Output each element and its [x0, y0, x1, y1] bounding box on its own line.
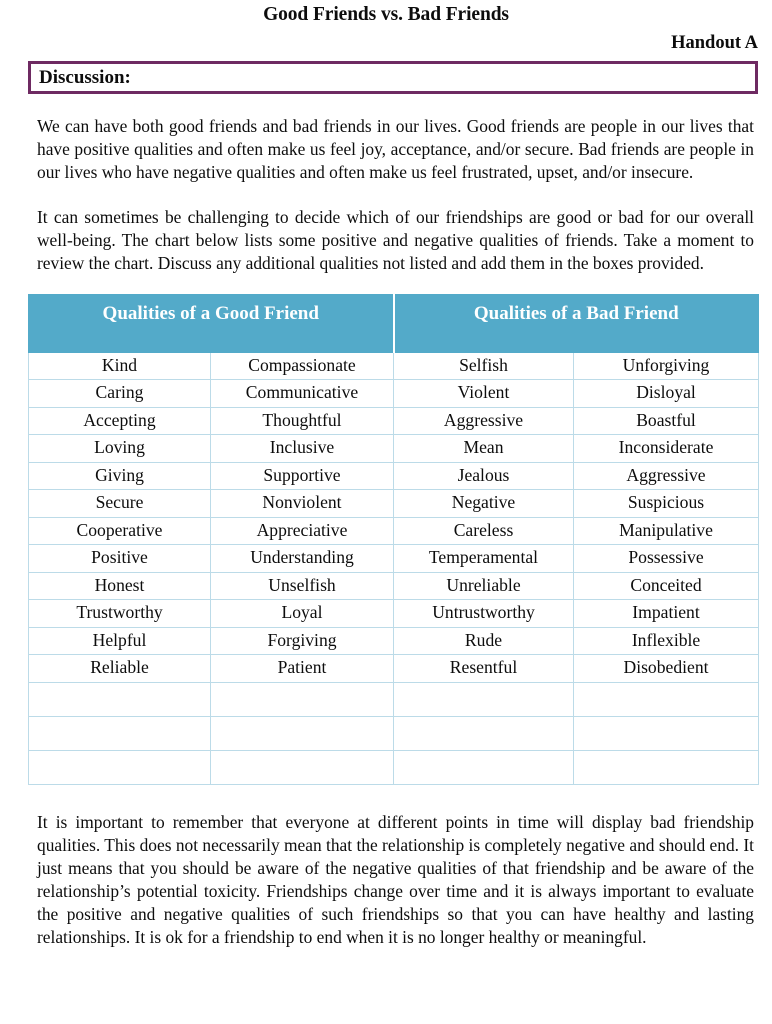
table-header-bad-friend: Qualities of a Bad Friend: [394, 294, 759, 352]
table-cell: Caring: [29, 380, 211, 408]
table-cell: Unselfish: [211, 572, 394, 600]
table-cell: Honest: [29, 572, 211, 600]
table-cell-blank[interactable]: [574, 750, 759, 784]
table-cell: Selfish: [394, 352, 574, 380]
table-cell: Accepting: [29, 407, 211, 435]
table-row: [29, 600, 759, 628]
table-cell: Resentful: [394, 655, 574, 683]
table-cell: Cooperative: [29, 517, 211, 545]
table-cell-blank[interactable]: [394, 750, 574, 784]
table-cell: Trustworthy: [29, 600, 211, 628]
table-cell: Inflexible: [574, 627, 759, 655]
table-cell: Conceited: [574, 572, 759, 600]
table-cell: Possessive: [574, 545, 759, 573]
table-cell: Jealous: [394, 462, 574, 490]
table-cell: Reliable: [29, 655, 211, 683]
table-row: [29, 352, 759, 380]
instructions-paragraph: It can sometimes be challenging to decide which of our friendships are good or bad for our overall well-being. The chart below lists some positive and negative qualities of friends. Take a moment to review the chart. Discuss any additional qualities not listed and add them in the boxes provided.: [37, 207, 754, 274]
table-cell: Helpful: [29, 627, 211, 655]
table-cell: Kind: [29, 352, 211, 380]
table-cell: Forgiving: [211, 627, 394, 655]
table-cell: Violent: [394, 380, 574, 408]
handout-label: Handout A: [671, 33, 758, 54]
table-row: [29, 655, 759, 683]
table-header-good-friend: Qualities of a Good Friend: [29, 294, 394, 352]
table-row: [29, 380, 759, 408]
intro-paragraph: We can have both good friends and bad friends in our lives. Good friends are people in our lives that have positive qualities and often make us feel joy, acceptance, and/or secure. Bad friends are people in our lives who have negative qualities and often make us feel frustrated, upset, and/or insecure.: [37, 115, 754, 182]
table-cell: Manipulative: [574, 517, 759, 545]
closing-paragraph: It is important to remember that everyone at different points in time will display bad friendship qualities. This does not necessarily mean that the relationship is completely negative and should end. It just means that you should be aware of the negative qualities of that friendship and be aware of the relationship’s potential toxicity. Friendships change over time and it is always important to evaluate the positive and negative qualities of such friendships so that you can have healthy and lasting relationships. It is ok for a friendship to end when it is no longer healthy or meaningful.: [37, 811, 754, 948]
table-cell: Mean: [394, 435, 574, 463]
table-cell-blank[interactable]: [574, 716, 759, 750]
table-header-row: [29, 294, 759, 352]
table-cell: Impatient: [574, 600, 759, 628]
table-row: [29, 572, 759, 600]
discussion-label: Discussion:: [39, 66, 131, 88]
table-cell: Suspicious: [574, 490, 759, 518]
table-cell: Aggressive: [394, 407, 574, 435]
table-cell: Unforgiving: [574, 352, 759, 380]
table-cell-blank[interactable]: [29, 716, 211, 750]
table-row-empty[interactable]: [29, 716, 759, 750]
table-row-empty[interactable]: [29, 750, 759, 784]
table-cell: Inconsiderate: [574, 435, 759, 463]
table-cell: Compassionate: [211, 352, 394, 380]
qualities-table: [28, 294, 759, 785]
table-row: [29, 490, 759, 518]
table-body: [29, 352, 759, 784]
table-cell: Loving: [29, 435, 211, 463]
table-row: [29, 627, 759, 655]
table-cell: Untrustworthy: [394, 600, 574, 628]
table-cell: Appreciative: [211, 517, 394, 545]
table-cell: Giving: [29, 462, 211, 490]
table-cell-blank[interactable]: [394, 682, 574, 716]
table-cell: Boastful: [574, 407, 759, 435]
table-row: [29, 435, 759, 463]
table-cell: Careless: [394, 517, 574, 545]
table-row: [29, 545, 759, 573]
table-cell-blank[interactable]: [211, 682, 394, 716]
table-cell-blank[interactable]: [394, 716, 574, 750]
table-cell: Thoughtful: [211, 407, 394, 435]
table-cell-blank[interactable]: [211, 716, 394, 750]
table-cell-blank[interactable]: [29, 750, 211, 784]
table-cell: Positive: [29, 545, 211, 573]
table-cell: Disloyal: [574, 380, 759, 408]
table-cell: Disobedient: [574, 655, 759, 683]
table-cell-blank[interactable]: [574, 682, 759, 716]
table-header: [29, 294, 759, 352]
table-cell: Aggressive: [574, 462, 759, 490]
table-cell: Secure: [29, 490, 211, 518]
page-title: Good Friends vs. Bad Friends: [263, 4, 509, 25]
table-cell: Loyal: [211, 600, 394, 628]
table-cell-blank[interactable]: [211, 750, 394, 784]
table-cell-blank[interactable]: [29, 682, 211, 716]
table-cell: Temperamental: [394, 545, 574, 573]
table-cell: Negative: [394, 490, 574, 518]
table-row: [29, 462, 759, 490]
table-cell: Unreliable: [394, 572, 574, 600]
table-row: [29, 407, 759, 435]
table-cell: Inclusive: [211, 435, 394, 463]
table-cell: Patient: [211, 655, 394, 683]
table-cell: Rude: [394, 627, 574, 655]
table-row-empty[interactable]: [29, 682, 759, 716]
table-cell: Understanding: [211, 545, 394, 573]
table-cell: Supportive: [211, 462, 394, 490]
table-cell: Nonviolent: [211, 490, 394, 518]
table-cell: Communicative: [211, 380, 394, 408]
table-row: [29, 517, 759, 545]
discussion-box: [28, 61, 758, 94]
